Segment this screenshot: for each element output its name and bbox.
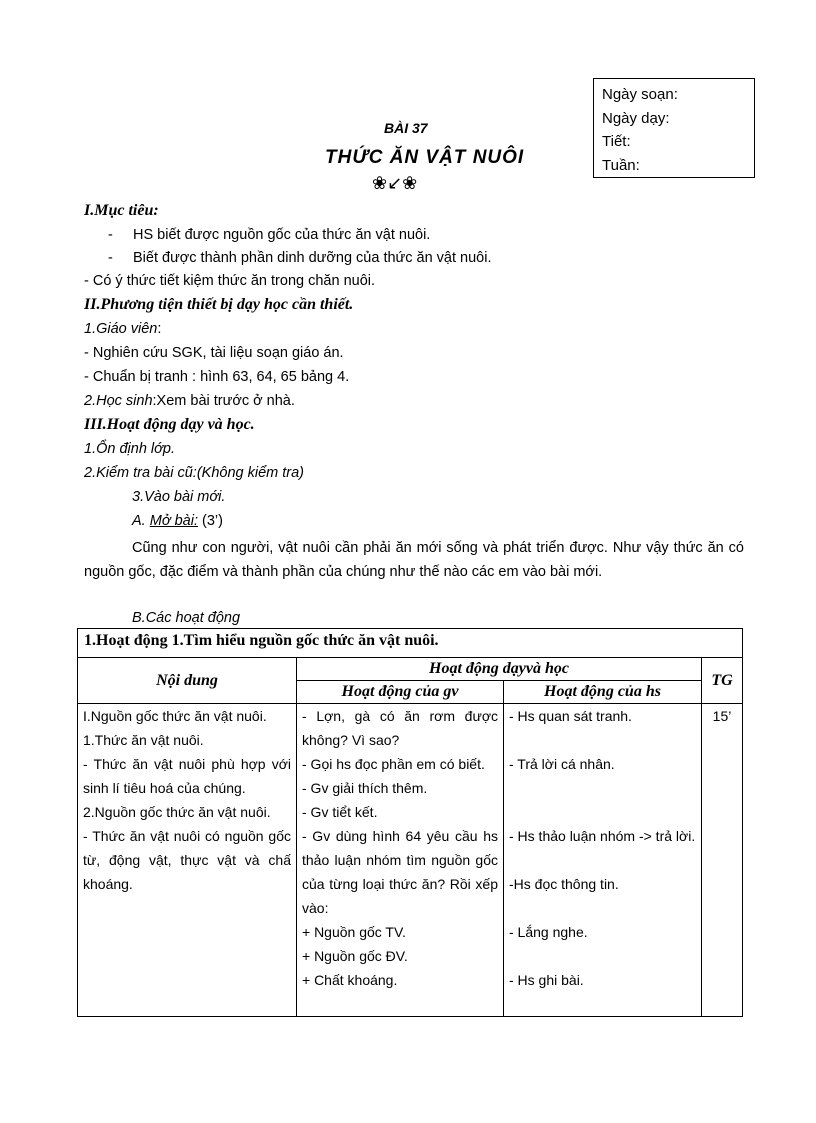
ngay-soan: Ngày soạn: — [602, 86, 678, 103]
tg-cell: 15’ — [702, 704, 743, 1017]
gv-line: - Gv dùng hình 64 yêu cầu hs thảo luận nhóm tìm nguồn gốc của từng loại thức ăn? Rồi xếp vào: — [302, 828, 498, 916]
section1-line3: - Có ý thức tiết kiệm thức ăn trong chăn nuôi. — [84, 273, 376, 289]
tiet: Tiết: — [602, 133, 631, 150]
col-gv-header: Hoạt động của gv — [297, 681, 504, 704]
teacher-label: 1.Giáo viên: — [84, 321, 162, 337]
gv-line: + Chất khoáng. — [302, 972, 398, 988]
intro-line: A. Mở bài: (3’) — [132, 513, 223, 529]
section3-heading: III.Hoạt động dạy và học. — [84, 416, 255, 433]
content-line: 2.Nguồn gốc thức ăn vật nuôi. — [83, 804, 271, 820]
hs-line: - Hs quan sát tranh. — [509, 708, 632, 724]
content-line: - Thức ăn vật nuôi có nguồn gốc từ, động vật, thực vật và chấ khoáng. — [83, 828, 291, 892]
col-content-header: Nội dung — [78, 658, 297, 704]
lesson-number: BÀI 37 — [384, 120, 428, 136]
hs-line: -Hs đọc thông tin. — [509, 876, 619, 892]
col-hs-header: Hoạt động của hs — [504, 681, 702, 704]
tuan: Tuần: — [602, 156, 640, 174]
step-2: 2.Kiểm tra bài cũ:(Không kiểm tra) — [84, 465, 305, 481]
step-1: 1.Ổn định lớp. — [84, 441, 175, 457]
student-line: 2.Học sinh:Xem bài trước ở nhà. — [84, 393, 295, 409]
ngay-day: Ngày dạy: — [602, 109, 670, 127]
teacher-item-2: - Chuẩn bị tranh : hình 63, 64, 65 bảng 4. — [84, 369, 350, 385]
lesson-title: THỨC ĂN VẬT NUÔI — [325, 147, 525, 168]
hs-line: - Lắng nghe. — [509, 924, 588, 940]
hs-line: - Hs ghi bài. — [509, 972, 584, 988]
gv-cell — [297, 704, 504, 1017]
teacher-item-1: - Nghiên cứu SGK, tài liệu soạn giáo án. — [84, 345, 344, 361]
section1-bullet-2: - Biết được thành phần dinh dưỡng của thức ăn vật nuôi. — [108, 250, 492, 266]
activities-label: B.Các hoạt động — [132, 610, 241, 626]
gv-line: + Nguồn gốc TV. — [302, 924, 406, 940]
gv-line: - Gv tiểt kết. — [302, 804, 378, 820]
content-line: - Thức ăn vật nuôi phù hợp với sinh lí tiêu hoá của chúng. — [83, 756, 291, 796]
intro-paragraph: Cũng như con người, vật nuôi cần phải ăn mới sống và phát triển được. Như vậy thức ăn có nguồn gốc, đặc điểm và thành phần của chúng như thế nào các em vào bài mới. — [84, 540, 744, 580]
gv-line: - Gv giải thích thêm. — [302, 780, 428, 796]
step-3: 3.Vào bài mới. — [132, 489, 226, 505]
ornament-icon: ❀↙❀ — [372, 173, 418, 193]
gv-line: - Gọi hs đọc phần em có biết. — [302, 756, 485, 772]
hs-cell — [504, 704, 702, 1017]
gv-line: + Nguồn gốc ĐV. — [302, 948, 408, 964]
gv-line: - Lợn, gà có ăn rơm được không? Vì sao? — [302, 708, 498, 748]
activity-table — [77, 628, 743, 1017]
hs-line: - Hs thảo luận nhóm -> trả lời. — [509, 828, 696, 844]
content-line: I.Nguồn gốc thức ăn vật nuôi. — [83, 708, 267, 724]
section1-heading: I.Mục tiêu: — [84, 202, 159, 219]
section2-heading: II.Phương tiện thiết bị dạy học cần thiết. — [84, 296, 354, 313]
hs-line: - Trả lời cá nhân. — [509, 756, 615, 772]
activity-title: 1.Hoạt động 1.Tìm hiểu nguồn gốc thức ăn vật nuôi. — [78, 629, 743, 658]
col-group-header: Hoạt động dạyvà học — [297, 658, 702, 681]
date-box — [593, 78, 755, 178]
content-cell — [78, 704, 297, 1017]
section1-bullet-1: - HS biết được nguồn gốc của thức ăn vật nuôi. — [108, 227, 431, 243]
col-tg-header: TG — [702, 658, 743, 704]
content-line: 1.Thức ăn vật nuôi. — [83, 732, 204, 748]
